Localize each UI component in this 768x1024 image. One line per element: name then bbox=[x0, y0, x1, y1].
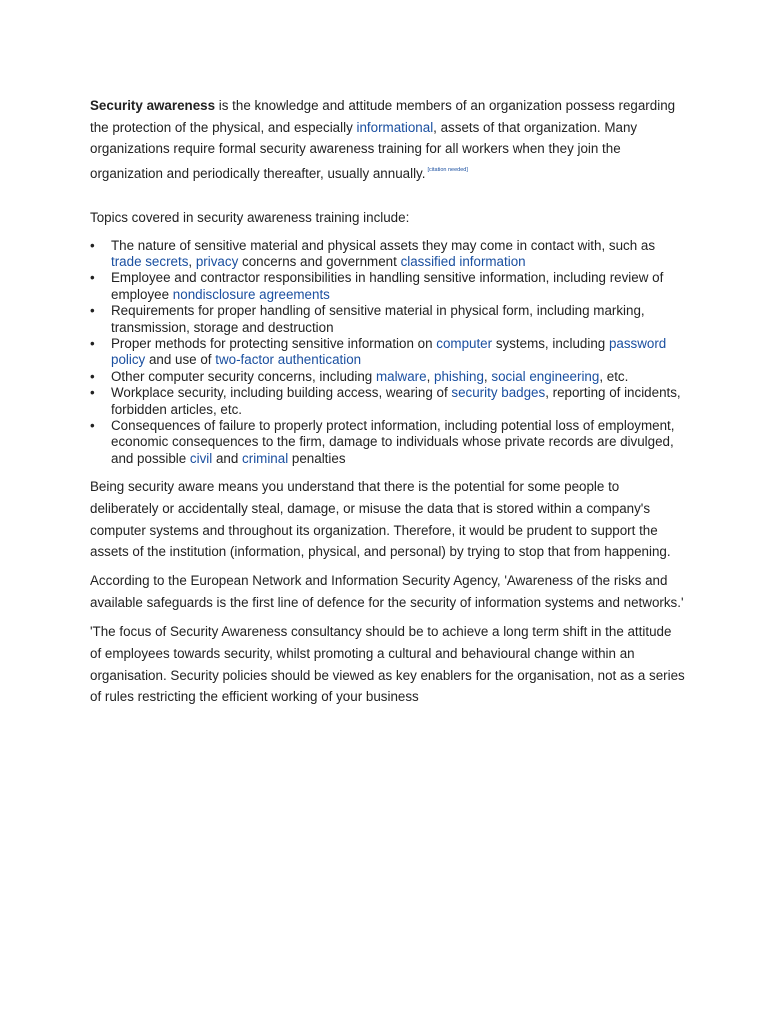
topics-heading: Topics covered in security awareness training include: bbox=[90, 209, 410, 225]
bullet-text: , bbox=[426, 368, 435, 384]
link-phishing[interactable]: phishing bbox=[434, 368, 484, 384]
article-body bbox=[90, 95, 685, 715]
citation-needed-link[interactable]: [citation needed] bbox=[427, 167, 468, 174]
intro-text-1: is the knowledge and attitude members of an organization possess regarding the protection of the physical, and especially bbox=[90, 98, 676, 135]
list-item bbox=[90, 336, 685, 369]
bullet-text: concerns and government bbox=[238, 253, 401, 269]
body-paragraph: 'The focus of Security Awareness consultancy should be to achieve a long term shift in the attitude of employees towards security, whilst promoting a cultural and behavioural change within an organisation. Security policies should be viewed as key enablers for the organisation, not as a series of rules restricting the efficient working of your business bbox=[90, 624, 685, 705]
bullet-text: and use of bbox=[145, 352, 216, 368]
bullet-text: Workplace security, including building access, wearing of bbox=[111, 385, 452, 401]
bullet-text: and bbox=[212, 450, 243, 466]
bullet-text: penalties bbox=[288, 450, 346, 466]
link-nondisclosure-agreements[interactable]: nondisclosure agreements bbox=[172, 286, 330, 302]
bullet-text: , etc. bbox=[599, 368, 629, 384]
bullet-text: , bbox=[483, 368, 492, 384]
link-password-policy[interactable]: password policy bbox=[111, 335, 667, 368]
intro-paragraph bbox=[90, 95, 685, 185]
bullet-text: systems, including bbox=[492, 335, 609, 351]
link-privacy[interactable]: privacy bbox=[195, 253, 239, 269]
link-malware[interactable]: malware bbox=[375, 368, 427, 384]
list-item bbox=[90, 369, 685, 385]
list-item bbox=[90, 385, 685, 418]
bullet-text: Other computer security concerns, including bbox=[111, 368, 376, 384]
link-social-engineering[interactable]: social engineering bbox=[491, 368, 600, 384]
link-two-factor-authentication[interactable]: two-factor authentication bbox=[215, 352, 362, 368]
list-item bbox=[90, 238, 685, 271]
link-computer[interactable]: computer bbox=[436, 335, 493, 351]
topics-list bbox=[90, 238, 685, 468]
bullet-text: , bbox=[188, 253, 196, 269]
list-item bbox=[90, 303, 685, 336]
bullet-text: Requirements for proper handling of sensitive material in physical form, including marking, transmission, storage and destruction bbox=[111, 303, 645, 335]
list-item bbox=[90, 270, 685, 303]
list-item bbox=[90, 418, 685, 467]
bullet-text: , reporting of incidents, forbidden articles, etc. bbox=[111, 385, 681, 417]
link-classified-information[interactable]: classified information bbox=[400, 253, 526, 269]
link-criminal[interactable]: criminal bbox=[242, 450, 289, 466]
link-trade-secrets[interactable]: trade secrets bbox=[111, 253, 189, 269]
link-security-badges[interactable]: security badges bbox=[451, 385, 546, 401]
intro-text-2: , assets of that organization. Many organizations require formal security awareness training for all workers when they join the organization and periodically thereafter, usually annually. bbox=[90, 119, 638, 182]
body-paragraph: According to the European Network and Information Security Agency, 'Awareness of the risks and available safeguards is the first line of defence for the security of information systems and networks.' bbox=[90, 573, 684, 611]
link-civil[interactable]: civil bbox=[189, 450, 213, 466]
bullet-text: Employee and contractor responsibilities in handling sensitive information, including review of employee bbox=[111, 270, 664, 302]
bullet-text: The nature of sensitive material and physical assets they may come in contact with, such as bbox=[111, 237, 656, 253]
bold-term: Security awareness bbox=[90, 98, 216, 113]
bullet-text: Consequences of failure to properly protect information, including potential loss of employment, economic consequences to the firm, damage to individuals whose private records are divulged, and possible bbox=[111, 417, 675, 466]
body-paragraph: Being security aware means you understand that there is the potential for some people to deliberately or accidentally steal, damage, or misuse the data that is stored within a company's computer systems and throughout its organization. Therefore, it would be prudent to support the assets of the institution (information, physical, and personal) by trying to stop that from happening. bbox=[90, 479, 671, 560]
link-informational[interactable]: informational bbox=[356, 119, 434, 135]
bullet-text: Proper methods for protecting sensitive information on bbox=[111, 335, 437, 351]
